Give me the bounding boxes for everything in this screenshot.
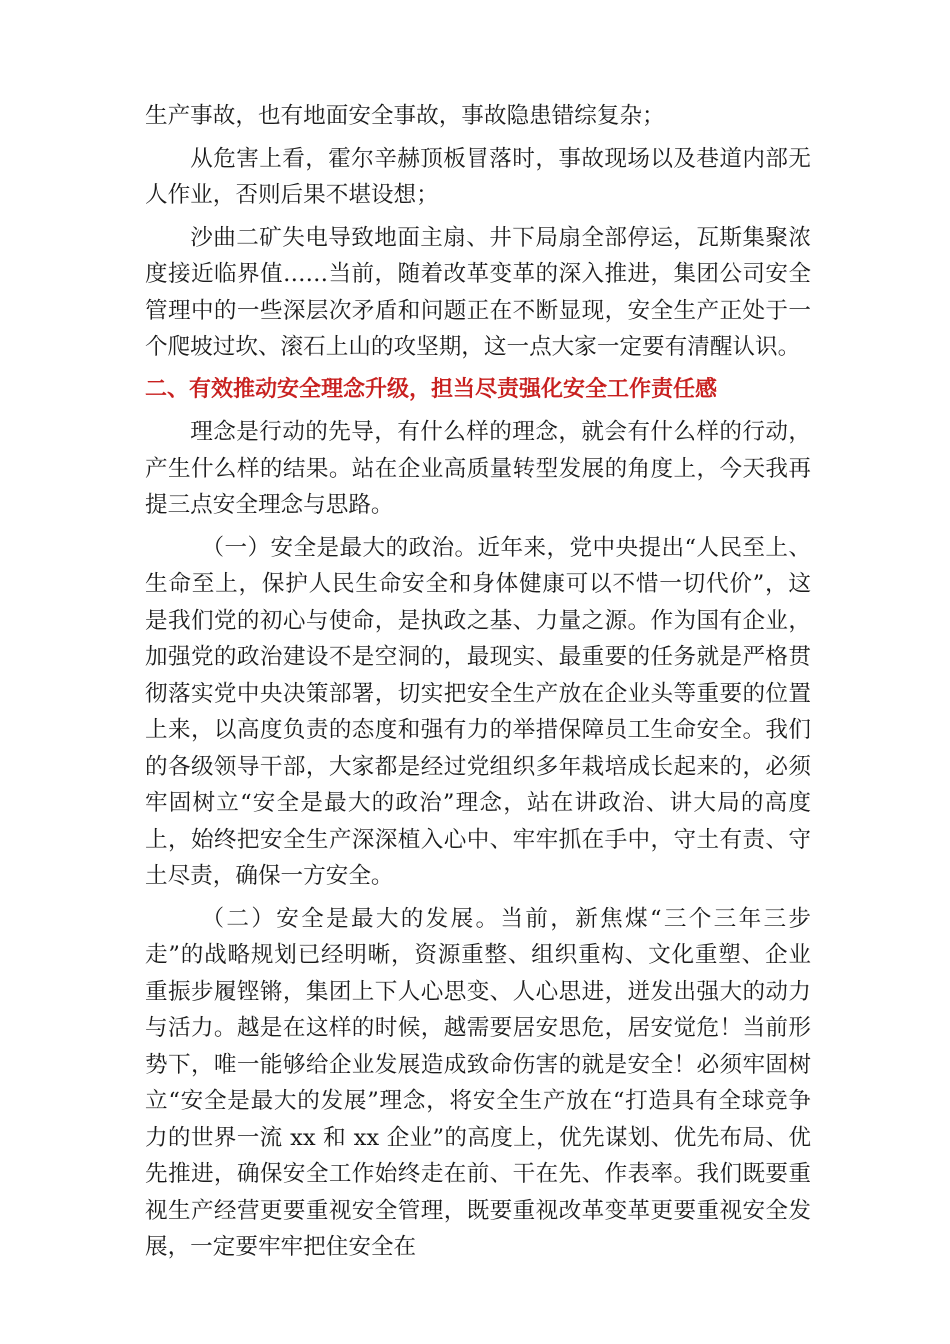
document-body xyxy=(145,98,811,1272)
paragraph-3: 沙曲二矿失电导致地面主扇、井下局扇全部停运，瓦斯集聚浓度接近临界值……当前，随着改革变革的深入推进，集团公司安全管理中的一些深层次矛盾和问题正在不断显现，安全生产正处于一个爬坡过坎、滚石上山的攻坚期，这一点大家一定要有清醒认识。 xyxy=(145,224,811,360)
paragraph-2: 从危害上看，霍尔辛赫顶板冒落时，事故现场以及巷道内部无人作业，否则后果不堪设想； xyxy=(145,145,811,208)
section-heading: 二、有效推动安全理念升级，担当尽责强化安全工作责任感 xyxy=(145,376,718,402)
section-paragraph-2: （一）安全是最大的政治。近年来，党中央提出“人民至上、生命至上，保护人民生命安全和身体健康可以不惜一切代价”，这是我们党的初心与使命，是执政之基、力量之源。作为国有企业，加强党的政治建设不是空洞的，最现实、最重要的任务就是严格贯彻落实党中央决策部署，切实把安全生产放在企业头等重要的位置上来，以高度负责的态度和强有力的举措保障员工生命安全。我们的各级领导干部，大家都是经过党组织多年栽培成长起来的，必须牢固树立“安全是最大的政治”理念，站在讲政治、讲大局的高度上，始终把安全生产深深植入心中、牢牢抓在手中，守土有责、守土尽责，确保一方安全。 xyxy=(145,534,811,889)
section-paragraph-3: （二）安全是最大的发展。当前，新焦煤“三个三年三步走”的战略规划已经明晰，资源重整、组织重构、文化重塑、企业重振步履铿锵，集团上下人心思变、人心思进，迸发出强大的动力与活力。越是在这样的时候，越需要居安思危，居安觉危！当前形势下，唯一能够给企业发展造成致命伤害的就是安全！必须牢固树立“安全是最大的发展”理念，将安全生产放在“打造具有全球竞争力的世界一流 xx 和 xx 企业”的高度上，优先谋划、优先布局、优先推进，确保安全工作始终走在前、干在先、作表率。我们既要重视生产经营更要重视安全管理，既要重视改革变革更要重视安全发展，一定要牢牢把住安全在 xyxy=(145,905,811,1260)
paragraph-1: 生产事故，也有地面安全事故，事故隐患错综复杂； xyxy=(145,103,665,129)
section-paragraph-1: 理念是行动的先导，有什么样的理念，就会有什么样的行动，产生什么样的结果。站在企业高质量转型发展的角度上，今天我再提三点安全理念与思路。 xyxy=(145,419,811,518)
